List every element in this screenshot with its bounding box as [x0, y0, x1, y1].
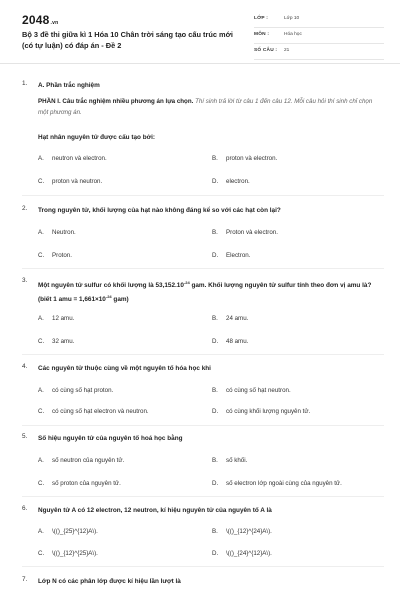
- option-b[interactable]: [212, 315, 248, 322]
- option-text: có cùng số hạt proton.: [52, 387, 114, 394]
- question-6: [22, 505, 384, 517]
- option-text: có cùng khối lượng nguyên tử.: [226, 408, 311, 415]
- question-divider: [22, 195, 384, 196]
- logo-suffix-text: .vn: [50, 20, 59, 26]
- option-letter: D.: [212, 252, 219, 259]
- meta-label: SỐ CÂU :: [254, 48, 278, 53]
- option-text: Proton.: [52, 252, 72, 259]
- option-letter: B.: [212, 155, 218, 162]
- question-number: 1.: [22, 80, 28, 87]
- option-letter: D.: [212, 178, 219, 185]
- question-number: 4.: [22, 363, 28, 370]
- page-header: [0, 0, 400, 64]
- option-c[interactable]: [38, 550, 98, 557]
- option-text: số electron lớp ngoài cùng của nguyên tử.: [226, 480, 342, 487]
- option-letter: C.: [38, 252, 45, 259]
- option-letter: D.: [212, 408, 219, 415]
- option-text: proton và electron.: [226, 155, 278, 162]
- meta-row-grade: [254, 12, 384, 28]
- question-number: 2.: [22, 205, 28, 212]
- question-1: [22, 80, 384, 190]
- question-text: Trong nguyên tử, khối lượng của hạt nào không đáng kể so với các hạt còn lại?: [38, 207, 281, 214]
- option-letter: A.: [38, 229, 44, 236]
- question-number: 6.: [22, 505, 28, 512]
- option-d[interactable]: [212, 408, 310, 415]
- option-c[interactable]: [38, 408, 149, 415]
- question-2: [22, 205, 384, 217]
- meta-value: Hóa học: [284, 32, 302, 37]
- option-letter: A.: [38, 387, 44, 394]
- meta-label: MÔN :: [254, 32, 270, 37]
- superscript: -24: [183, 280, 190, 285]
- option-text: có cùng số hạt neutron.: [226, 387, 291, 394]
- option-c[interactable]: [38, 480, 121, 487]
- option-d[interactable]: [212, 550, 272, 557]
- document-title: Bộ 3 đề thi giữa kì 1 Hóa 10 Chân trời sáng tạo cấu trúc mới (có tự luận) có đáp án - Đề 2: [22, 30, 233, 50]
- option-letter: B.: [212, 315, 218, 322]
- option-text: neutron và electron.: [52, 155, 107, 162]
- question-number: 3.: [22, 277, 28, 284]
- meta-value: 21: [284, 48, 290, 53]
- question-text-part: gam. Khối lượng nguyên tử sulfur tính theo đơn vị amu là? (biết 1 amu = 1,661×10: [38, 282, 372, 304]
- option-text: có cùng số hạt electron và neutron.: [52, 408, 149, 415]
- option-b[interactable]: [212, 457, 247, 464]
- option-letter: A.: [38, 155, 44, 162]
- option-text: Neutron.: [52, 229, 76, 236]
- option-text: 48 amu.: [226, 338, 249, 345]
- question-3: [22, 277, 384, 304]
- option-text: số neutron của nguyên tử.: [52, 457, 125, 464]
- question-number: 5.: [22, 433, 28, 440]
- question-4: [22, 363, 384, 375]
- option-text: 32 amu.: [52, 338, 75, 345]
- section-intro-italic: Thí sinh trả lời từ câu 1 đến câu 12. Mỗi câu hỏi thí sinh chỉ chọn một phương án.: [38, 98, 373, 116]
- option-c[interactable]: [38, 252, 72, 259]
- option-text: \(()_{12}^{24}A\).: [226, 528, 272, 535]
- question-text: Số hiệu nguyên tử của nguyên tố hoá học bằng: [38, 435, 183, 442]
- question-divider: [22, 354, 384, 355]
- option-text: electron.: [226, 178, 250, 185]
- option-d[interactable]: [212, 338, 248, 345]
- option-letter: C.: [38, 550, 45, 557]
- option-b[interactable]: [212, 387, 291, 394]
- option-letter: D.: [212, 480, 219, 487]
- question-text-part: Một nguyên tử sulfur có khối lượng là 53,152.10: [38, 282, 184, 290]
- option-letter: D.: [212, 550, 219, 557]
- meta-value: Lớp 10: [284, 16, 300, 21]
- option-d[interactable]: [212, 178, 250, 185]
- option-text: số proton của nguyên tử.: [52, 480, 121, 487]
- question-divider: [22, 496, 384, 497]
- option-a[interactable]: [38, 457, 124, 464]
- option-letter: B.: [212, 457, 218, 464]
- option-letter: B.: [212, 528, 218, 535]
- option-a[interactable]: [38, 315, 74, 322]
- logo-main-text: 2048: [22, 13, 50, 27]
- question-text: Lớp N có các phân lớp được kí hiệu lần lượt là: [38, 578, 181, 585]
- option-a[interactable]: [38, 387, 113, 394]
- meta-row-question-count: [254, 44, 384, 60]
- question-7: [22, 576, 384, 588]
- section-intro: [38, 97, 384, 118]
- question-text: Hạt nhân nguyên tử được cấu tạo bởi:: [38, 134, 156, 141]
- site-logo[interactable]: [22, 13, 58, 27]
- question-divider: [22, 566, 384, 567]
- option-b[interactable]: [212, 528, 272, 535]
- question-divider: [22, 268, 384, 269]
- option-d[interactable]: [212, 252, 250, 259]
- option-letter: D.: [212, 338, 219, 345]
- option-text: \(()_{25}^{12}A\).: [52, 528, 98, 535]
- option-text: Electron.: [226, 252, 251, 259]
- option-letter: C.: [38, 408, 45, 415]
- option-text: 12 amu.: [52, 315, 75, 322]
- option-letter: B.: [212, 229, 218, 236]
- meta-label: LỚP :: [254, 16, 269, 21]
- question-5: [22, 433, 384, 445]
- option-d[interactable]: [212, 480, 342, 487]
- section-intro-bold: PHẦN I. Câu trắc nghiệm nhiều phương án lựa chọn.: [38, 98, 194, 105]
- option-c[interactable]: [38, 338, 74, 345]
- option-letter: C.: [38, 338, 45, 345]
- option-letter: C.: [38, 480, 45, 487]
- option-letter: C.: [38, 178, 45, 185]
- question-text: [38, 277, 384, 305]
- option-a[interactable]: [38, 528, 98, 535]
- option-a[interactable]: [38, 155, 107, 162]
- option-text: proton và neutron.: [52, 178, 103, 185]
- option-letter: A.: [38, 457, 44, 464]
- option-b[interactable]: [212, 229, 278, 236]
- question-text: Các nguyên tử thuộc cùng về một nguyên tố hóa học khi: [38, 365, 211, 372]
- option-letter: A.: [38, 528, 44, 535]
- option-c[interactable]: [38, 178, 102, 185]
- option-text: số khối.: [226, 457, 248, 464]
- option-text: \(()_{24}^{12}A\).: [226, 550, 272, 557]
- option-text: \(()_{12}^{25}A\).: [52, 550, 98, 557]
- option-text: 24 amu.: [226, 315, 249, 322]
- question-divider: [22, 425, 384, 426]
- option-b[interactable]: [212, 155, 277, 162]
- question-text: Nguyên tử A có 12 electron, 12 neutron, kí hiệu nguyên tử của nguyên tố A là: [38, 507, 272, 514]
- option-text: Proton và electron.: [226, 229, 278, 236]
- option-letter: A.: [38, 315, 44, 322]
- option-letter: B.: [212, 387, 218, 394]
- question-number: 7.: [22, 576, 28, 583]
- meta-row-subject: [254, 28, 384, 44]
- question-text-part: gam): [111, 296, 129, 304]
- section-heading: A. Phần trắc nghiệm: [38, 82, 100, 89]
- exam-meta-table: [254, 12, 384, 60]
- option-a[interactable]: [38, 229, 76, 236]
- superscript: -24: [105, 294, 112, 300]
